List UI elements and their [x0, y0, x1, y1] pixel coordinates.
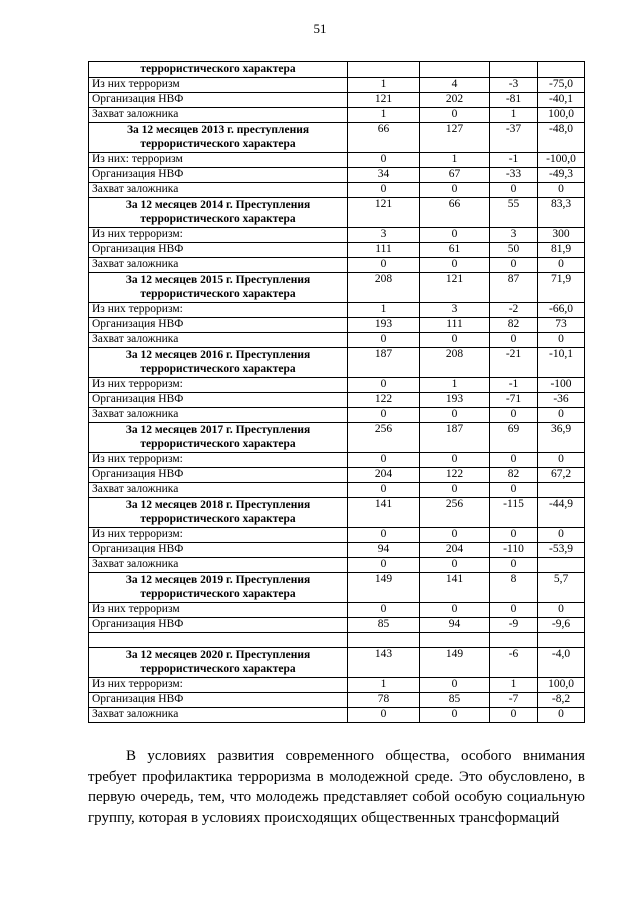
value-cell: 122	[420, 468, 490, 483]
value-cell: -8,2	[538, 693, 585, 708]
value-cell: 0	[420, 408, 490, 423]
value-cell: 82	[490, 468, 538, 483]
row-label-cell: Из них терроризм:	[89, 228, 348, 243]
value-cell: 0	[348, 528, 420, 543]
value-cell: 82	[490, 318, 538, 333]
table-row-year-total	[89, 573, 585, 603]
value-cell: 0	[538, 453, 585, 468]
value-cell	[538, 62, 585, 78]
value-cell: 85	[348, 618, 420, 633]
value-cell: -53,9	[538, 543, 585, 558]
row-heading-cell: За 12 месяцев 2017 г. Преступления террористического характера	[89, 423, 348, 453]
value-cell: 0	[490, 258, 538, 273]
value-cell: 1	[490, 678, 538, 693]
row-label-cell: Из них терроризм:	[89, 453, 348, 468]
row-label-cell: Организация НВФ	[89, 168, 348, 183]
value-cell: 87	[490, 273, 538, 303]
row-label-cell: Захват заложника	[89, 708, 348, 723]
value-cell: -44,9	[538, 498, 585, 528]
value-cell: 0	[490, 483, 538, 498]
value-cell: 0	[348, 708, 420, 723]
row-label-cell: Организация НВФ	[89, 543, 348, 558]
row-label-cell: Из них терроризм	[89, 78, 348, 93]
value-cell: 0	[538, 183, 585, 198]
value-cell: 81,9	[538, 243, 585, 258]
value-cell: 0	[420, 108, 490, 123]
value-cell: 0	[490, 708, 538, 723]
value-cell: 85	[420, 693, 490, 708]
value-cell: 69	[490, 423, 538, 453]
row-label-cell: Организация НВФ	[89, 93, 348, 108]
value-cell: 0	[348, 258, 420, 273]
value-cell: 141	[420, 573, 490, 603]
value-cell: 204	[348, 468, 420, 483]
value-cell: -81	[490, 93, 538, 108]
value-cell: 36,9	[538, 423, 585, 453]
value-cell: 121	[348, 198, 420, 228]
table-row	[89, 453, 585, 468]
value-cell: 3	[490, 228, 538, 243]
value-cell: 8	[490, 573, 538, 603]
value-cell: -10,1	[538, 348, 585, 378]
table-row	[89, 318, 585, 333]
value-cell: -9	[490, 618, 538, 633]
table-row	[89, 258, 585, 273]
value-cell: -71	[490, 393, 538, 408]
value-cell: 0	[420, 333, 490, 348]
value-cell	[420, 62, 490, 78]
value-cell: 121	[348, 93, 420, 108]
value-cell: 193	[348, 318, 420, 333]
row-label-cell: Из них терроризм	[89, 603, 348, 618]
value-cell: -33	[490, 168, 538, 183]
value-cell: -75,0	[538, 78, 585, 93]
value-cell: -40,1	[538, 93, 585, 108]
value-cell: 1	[420, 378, 490, 393]
value-cell: 0	[538, 528, 585, 543]
row-label-cell: Организация НВФ	[89, 243, 348, 258]
table-row-year-total	[89, 648, 585, 678]
table-row-year-total	[89, 423, 585, 453]
value-cell: 149	[420, 648, 490, 678]
value-cell: -1	[490, 378, 538, 393]
table-row	[89, 168, 585, 183]
value-cell: -2	[490, 303, 538, 318]
value-cell: 0	[348, 378, 420, 393]
value-cell: 300	[538, 228, 585, 243]
value-cell	[420, 633, 490, 648]
row-label-cell	[89, 633, 348, 648]
value-cell	[538, 633, 585, 648]
value-cell: -100,0	[538, 153, 585, 168]
value-cell: -37	[490, 123, 538, 153]
table-row	[89, 108, 585, 123]
value-cell: 67	[420, 168, 490, 183]
value-cell: -66,0	[538, 303, 585, 318]
row-label-cell: Из них терроризм:	[89, 378, 348, 393]
value-cell: 67,2	[538, 468, 585, 483]
row-heading-cell: За 12 месяцев 2015 г. Преступления террористического характера	[89, 273, 348, 303]
table-row-year-total	[89, 198, 585, 228]
value-cell: 0	[490, 183, 538, 198]
value-cell: 55	[490, 198, 538, 228]
value-cell: -49,3	[538, 168, 585, 183]
value-cell: 0	[420, 603, 490, 618]
value-cell: 122	[348, 393, 420, 408]
table-row	[89, 468, 585, 483]
table-row	[89, 483, 585, 498]
value-cell	[490, 633, 538, 648]
row-label-cell: Из них терроризм:	[89, 678, 348, 693]
row-label-cell: Захват заложника	[89, 333, 348, 348]
table-row	[89, 408, 585, 423]
table-row-year-total	[89, 498, 585, 528]
value-cell: 256	[348, 423, 420, 453]
value-cell	[538, 483, 585, 498]
value-cell: 0	[490, 558, 538, 573]
body-paragraph	[88, 746, 585, 828]
table-row	[89, 618, 585, 633]
value-cell: 78	[348, 693, 420, 708]
value-cell: 0	[348, 558, 420, 573]
value-cell: 187	[348, 348, 420, 378]
value-cell: 0	[538, 333, 585, 348]
row-label-cell: Организация НВФ	[89, 618, 348, 633]
table-row	[89, 393, 585, 408]
value-cell: 34	[348, 168, 420, 183]
value-cell: 0	[538, 603, 585, 618]
value-cell: -1	[490, 153, 538, 168]
row-label-cell: Захват заложника	[89, 408, 348, 423]
table-row	[89, 378, 585, 393]
page-number: 51	[313, 21, 327, 36]
table-row-year-total	[89, 273, 585, 303]
row-label-cell: Захват заложника	[89, 258, 348, 273]
row-label-cell: Организация НВФ	[89, 693, 348, 708]
value-cell	[538, 558, 585, 573]
value-cell: 66	[420, 198, 490, 228]
value-cell: 0	[490, 453, 538, 468]
value-cell: 1	[348, 108, 420, 123]
value-cell: 0	[348, 333, 420, 348]
row-label-cell: Захват заложника	[89, 183, 348, 198]
table-row-year-total	[89, 123, 585, 153]
row-heading-cell: За 12 месяцев 2013 г. преступления террористического характера	[89, 123, 348, 153]
table-row	[89, 708, 585, 723]
value-cell: 0	[420, 483, 490, 498]
row-label-cell: Захват заложника	[89, 483, 348, 498]
value-cell: 256	[420, 498, 490, 528]
table-row	[89, 78, 585, 93]
table-row	[89, 183, 585, 198]
value-cell	[348, 62, 420, 78]
value-cell: 1	[348, 78, 420, 93]
table-row	[89, 243, 585, 258]
value-cell: 0	[490, 603, 538, 618]
value-cell: 0	[490, 528, 538, 543]
value-cell: 0	[538, 258, 585, 273]
value-cell: 100,0	[538, 678, 585, 693]
value-cell	[490, 62, 538, 78]
table-row	[89, 678, 585, 693]
value-cell: 0	[420, 228, 490, 243]
table-row	[89, 303, 585, 318]
row-label-cell: Из них: терроризм	[89, 153, 348, 168]
value-cell: 73	[538, 318, 585, 333]
crime-statistics-table	[88, 61, 585, 723]
value-cell: 0	[420, 453, 490, 468]
value-cell: 143	[348, 648, 420, 678]
table-row	[89, 333, 585, 348]
value-cell: 208	[420, 348, 490, 378]
value-cell: 66	[348, 123, 420, 153]
row-heading-cell: За 12 месяцев 2016 г. Преступления террористического характера	[89, 348, 348, 378]
value-cell: 0	[420, 708, 490, 723]
row-label-cell: Захват заложника	[89, 558, 348, 573]
value-cell: -7	[490, 693, 538, 708]
table-row	[89, 693, 585, 708]
value-cell: 0	[348, 483, 420, 498]
value-cell: -100	[538, 378, 585, 393]
value-cell: 0	[348, 183, 420, 198]
value-cell: -36	[538, 393, 585, 408]
value-cell: 0	[348, 603, 420, 618]
table-row-empty	[89, 633, 585, 648]
table-row	[89, 603, 585, 618]
row-heading-cell: террористического характера	[89, 62, 348, 78]
value-cell: 0	[490, 333, 538, 348]
table-row	[89, 93, 585, 108]
value-cell: 0	[420, 678, 490, 693]
value-cell: 0	[348, 153, 420, 168]
value-cell: -3	[490, 78, 538, 93]
value-cell: 1	[348, 678, 420, 693]
row-label-cell: Организация НВФ	[89, 468, 348, 483]
value-cell: 4	[420, 78, 490, 93]
table-row	[89, 543, 585, 558]
value-cell: -110	[490, 543, 538, 558]
value-cell: 0	[420, 558, 490, 573]
value-cell: 71,9	[538, 273, 585, 303]
row-label-cell: Захват заложника	[89, 108, 348, 123]
value-cell: 100,0	[538, 108, 585, 123]
value-cell: 5,7	[538, 573, 585, 603]
value-cell: 3	[420, 303, 490, 318]
table-row-year-total	[89, 348, 585, 378]
body-paragraph-text: В условиях развития современного общества, особого внимания требует профилактика терроризма в молодежной среде. Это обусловлено, в первую очередь, тем, что молодежь представляет собой особую социальную группу, которая в условиях происходящих общественных трансформаций	[88, 748, 585, 826]
value-cell: 121	[420, 273, 490, 303]
value-cell: 0	[420, 183, 490, 198]
value-cell: 141	[348, 498, 420, 528]
value-cell: 0	[420, 258, 490, 273]
table-row-year-total	[89, 62, 585, 78]
row-heading-cell: За 12 месяцев 2020 г. Преступления террористического характера	[89, 648, 348, 678]
value-cell: 208	[348, 273, 420, 303]
value-cell: 94	[348, 543, 420, 558]
value-cell: 0	[538, 708, 585, 723]
value-cell: 111	[420, 318, 490, 333]
table-row	[89, 153, 585, 168]
value-cell: 3	[348, 228, 420, 243]
value-cell: -115	[490, 498, 538, 528]
table-body	[89, 62, 585, 723]
value-cell: 204	[420, 543, 490, 558]
value-cell: 111	[348, 243, 420, 258]
value-cell: 0	[538, 408, 585, 423]
value-cell: 83,3	[538, 198, 585, 228]
value-cell: -21	[490, 348, 538, 378]
row-heading-cell: За 12 месяцев 2014 г. Преступления террористического характера	[89, 198, 348, 228]
value-cell: 0	[420, 528, 490, 543]
value-cell: -4,0	[538, 648, 585, 678]
value-cell: 0	[348, 453, 420, 468]
value-cell: -48,0	[538, 123, 585, 153]
table-row	[89, 528, 585, 543]
value-cell: 202	[420, 93, 490, 108]
value-cell: 187	[420, 423, 490, 453]
value-cell: 94	[420, 618, 490, 633]
row-label-cell: Из них терроризм:	[89, 303, 348, 318]
value-cell: -9,6	[538, 618, 585, 633]
row-label-cell: Организация НВФ	[89, 318, 348, 333]
value-cell: 149	[348, 573, 420, 603]
value-cell: 50	[490, 243, 538, 258]
row-label-cell: Организация НВФ	[89, 393, 348, 408]
value-cell: 61	[420, 243, 490, 258]
value-cell: -6	[490, 648, 538, 678]
row-label-cell: Из них терроризм:	[89, 528, 348, 543]
value-cell: 0	[490, 408, 538, 423]
row-heading-cell: За 12 месяцев 2018 г. Преступления террористического характера	[89, 498, 348, 528]
table-row	[89, 558, 585, 573]
value-cell: 0	[348, 408, 420, 423]
value-cell: 127	[420, 123, 490, 153]
table-row	[89, 228, 585, 243]
value-cell: 1	[420, 153, 490, 168]
value-cell	[348, 633, 420, 648]
row-heading-cell: За 12 месяцев 2019 г. Преступления террористического характера	[89, 573, 348, 603]
value-cell: 1	[348, 303, 420, 318]
value-cell: 193	[420, 393, 490, 408]
value-cell: 1	[490, 108, 538, 123]
